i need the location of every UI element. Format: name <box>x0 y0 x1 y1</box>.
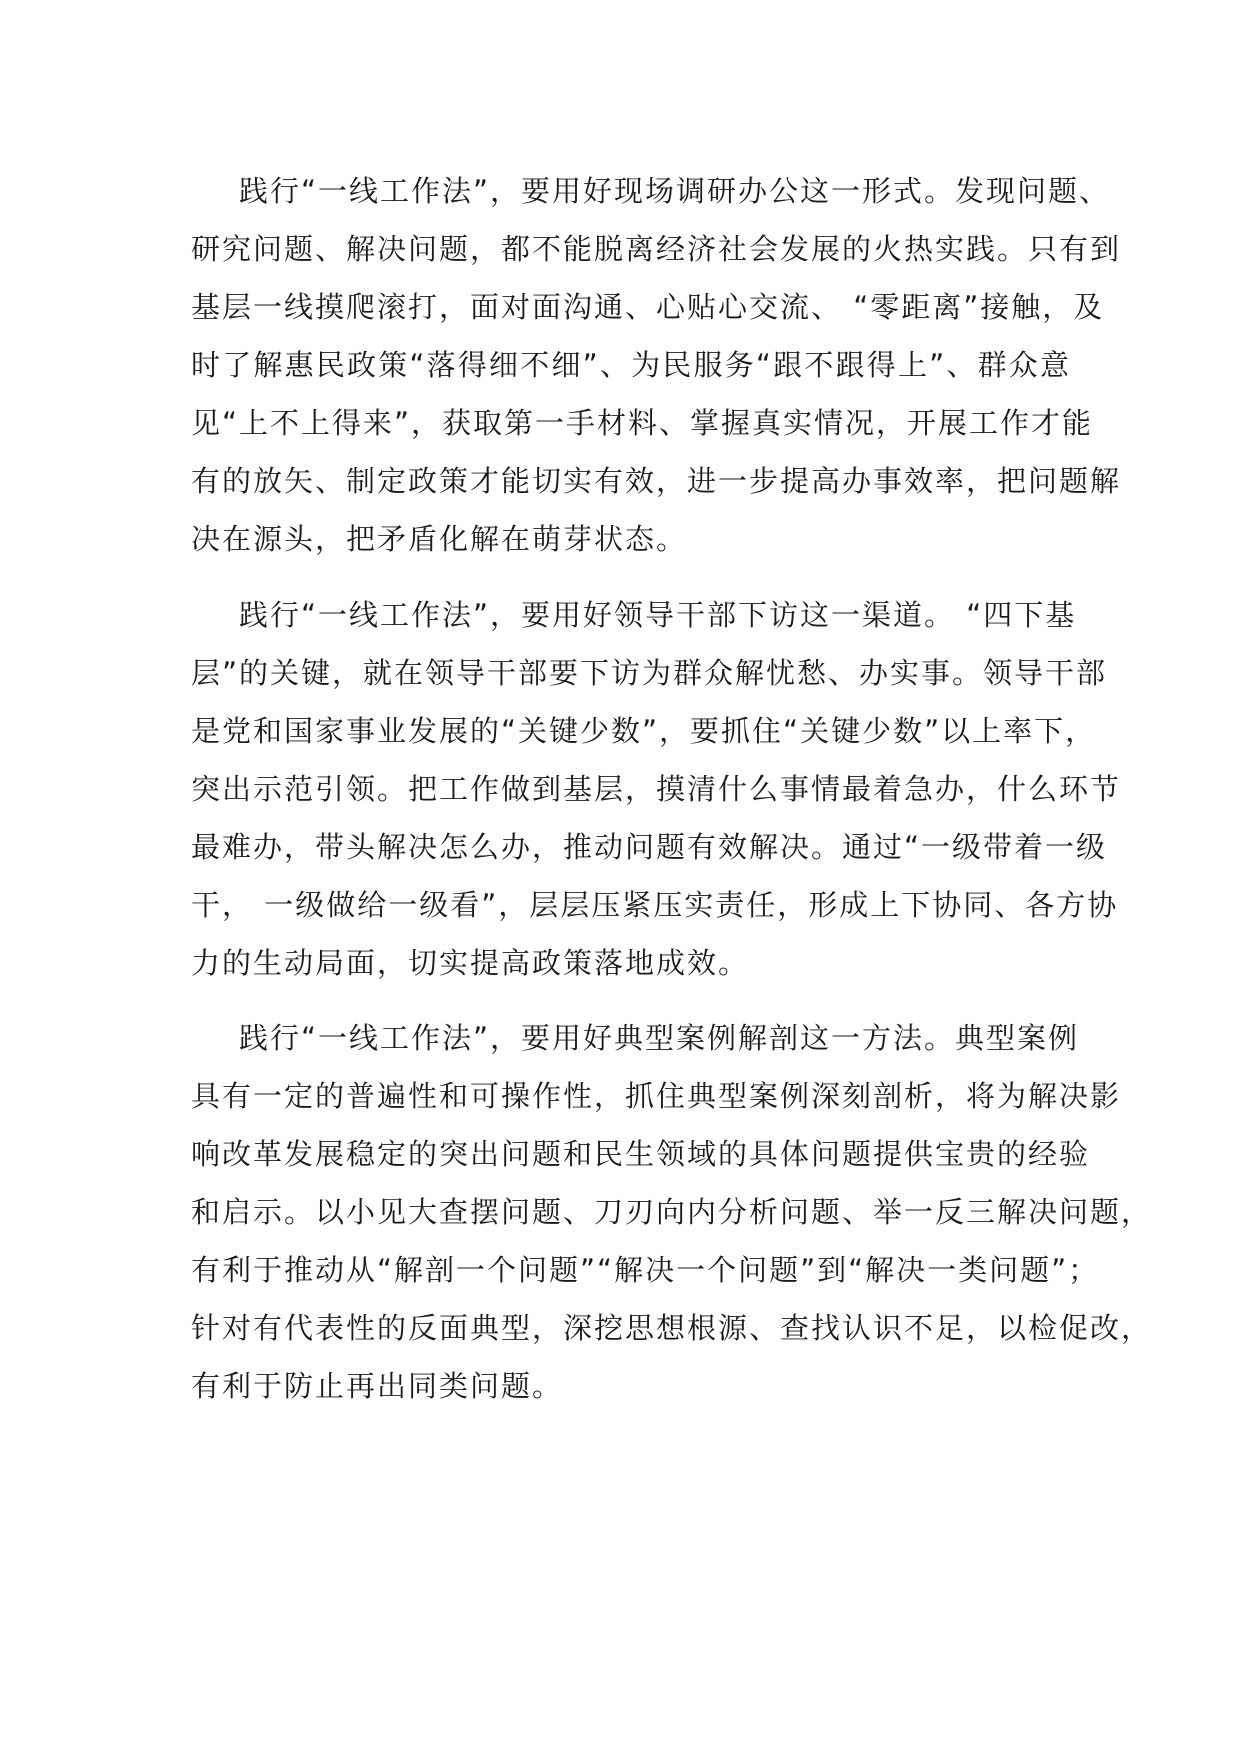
paragraph-line: 时了解惠民政策“落得细不细”、为民服务“跟不跟得上”、群众意 <box>191 348 1071 382</box>
paragraph-line: 决在源头，把矛盾化解在萌芽状态。 <box>191 522 688 556</box>
paragraph-line: 层”的关键，就在领导干部要下访为群众解忧愁、办实事。领导干部 <box>191 656 1108 690</box>
paragraph-line: 基层一线摸爬滚打，面对面沟通、心贴心交流、 “零距离”接触，及 <box>191 290 1105 324</box>
paragraph-line: 是党和国家事业发展的“关键少数”，要抓住“关键少数”以上率下， <box>191 714 1097 748</box>
paragraph-line: 具有一定的普遍性和可操作性，抓住典型案例深刻剖析，将为解决影 <box>191 1079 1122 1113</box>
paragraph-line: 最难办，带头解决怎么办，推动问题有效解决。通过“一级带着一级 <box>191 830 1108 864</box>
paragraph-line: 践行“一线工作法”，要用好现场调研办公这一形式。发现问题、 <box>239 174 1111 208</box>
paragraph-case-analysis <box>191 1009 1153 1415</box>
paragraph-line: 突出示范引领。把工作做到基层，摸清什么事情最着急办，什么环节 <box>191 772 1122 806</box>
paragraph-line: 践行“一线工作法”，要用好领导干部下访这一渠道。 “四下基 <box>239 598 1077 632</box>
paragraph-line: 有利于防止再出同类问题。 <box>191 1369 564 1403</box>
paragraph-line: 研究问题、解决问题，都不能脱离经济社会发展的火热实践。只有到 <box>191 232 1122 266</box>
paragraph-line: 有的放矢、制定政策才能切实有效，进一步提高办事效率，把问题解 <box>191 464 1122 498</box>
paragraph-field-research <box>191 162 1122 568</box>
paragraph-line: 和启示。以小见大查摆问题、刀刃向内分析问题、举一反三解决问题， <box>191 1195 1153 1229</box>
paragraph-line: 见“上不上得来”，获取第一手材料、掌握真实情况，开展工作才能 <box>191 406 1094 440</box>
paragraph-line: 响改革发展稳定的突出问题和民生领域的具体问题提供宝贵的经验 <box>191 1137 1091 1171</box>
paragraph-line: 干， 一级做给一级看”，层层压紧压实责任，形成上下协同、各方协 <box>191 888 1119 922</box>
paragraph-leader-visits <box>191 586 1122 992</box>
paragraph-line: 针对有代表性的反面典型，深挖思想根源、查找认识不足，以检促改， <box>191 1311 1153 1345</box>
paragraph-line: 践行“一线工作法”，要用好典型案例解剖这一方法。典型案例 <box>239 1021 1080 1055</box>
paragraph-line: 有利于推动从“解剖一个问题”“解决一个问题”到“解决一类问题”； <box>191 1253 1100 1287</box>
paragraph-line: 力的生动局面，切实提高政策落地成效。 <box>191 946 750 980</box>
